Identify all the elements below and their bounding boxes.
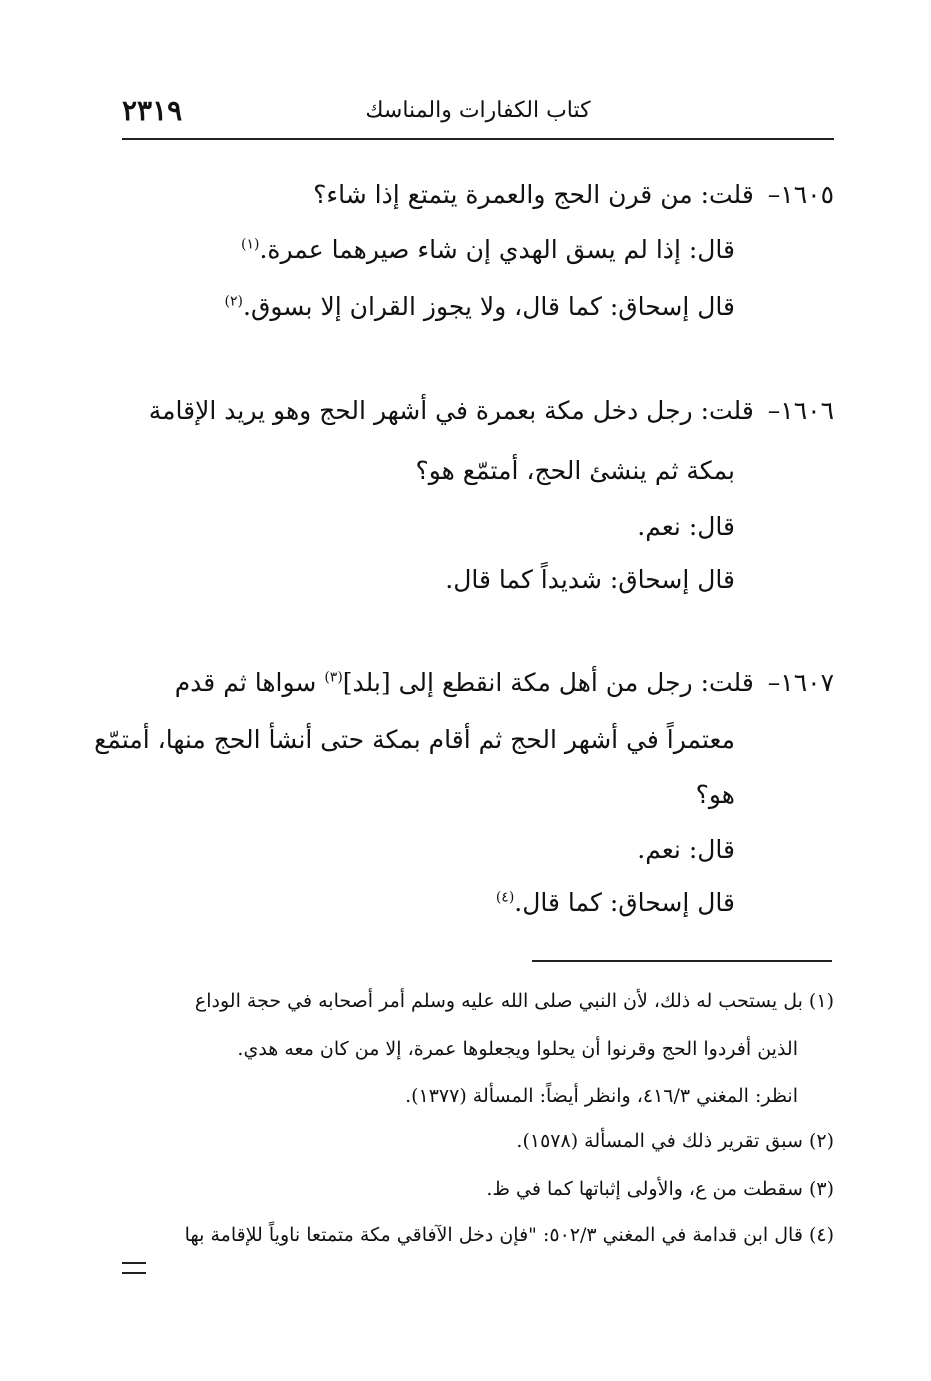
footnote-1-ref: انظر: المغني ٤١٦/٣، وانظر أيضاً: المسألة (١٣٧٧). [405, 1085, 798, 1107]
entry-text: هو؟ [695, 780, 735, 809]
entry-text: قال: نعم. [637, 512, 735, 541]
page-number: ٢٣١٩ [122, 94, 183, 127]
continuation-mark [122, 1262, 146, 1274]
entry-text: قلت: من قرن الحج والعمرة يتمتع إذا شاء؟ [313, 180, 754, 209]
entry-1605-ishaq [225, 292, 735, 322]
entry-text: معتمراً في أشهر الحج ثم أقام بمكة حتى أنشأ الحج منها، أمتمّع [94, 725, 735, 754]
entry-1607-ishaq [496, 888, 735, 918]
page-header [122, 92, 834, 140]
entry-text: قال إسحاق: كما قال. [514, 888, 735, 917]
entry-1606-ishaq [445, 565, 735, 595]
entry-number: ١٦٠٥– [767, 180, 834, 209]
entry-text: سواها ثم قدم [174, 668, 325, 697]
footnote-ref: (١) [240, 236, 260, 253]
entry-1607-question [175, 668, 834, 698]
footnote-4: (٤) قال ابن قدامة في المغني ٥٠٢/٣: "فإن دخل الآفاقي مكة متمتعا ناوياً للإقامة بها [184, 1224, 834, 1246]
entry-text: قلت: رجل دخل مكة بعمرة في أشهر الحج وهو يريد الإقامة [148, 396, 754, 425]
entry-number: ١٦٠٧– [767, 668, 834, 697]
entry-1605-answer [241, 235, 735, 265]
footnote-ref: (٤) [495, 889, 515, 906]
entry-1606-question [149, 396, 834, 426]
entry-text: قال: نعم. [637, 835, 735, 864]
entry-text: بمكة ثم ينشئ الحج، أمتمّع هو؟ [415, 456, 735, 485]
entry-1607-question-cont [94, 725, 735, 755]
entry-1606-question-cont [415, 456, 735, 486]
entry-1606-answer [637, 512, 735, 542]
entry-text: قال: إذا لم يسق الهدي إن شاء صيرهما عمرة. [259, 235, 735, 264]
footnote-ref: (٢) [224, 293, 243, 310]
entry-text: قلت: رجل من أهل مكة انقطع إلى [بلد] [342, 668, 754, 697]
footnote-3: (٣) سقطت من ع، والأولى إثباتها كما في ظ. [486, 1178, 834, 1200]
entry-1607-question-end [696, 780, 735, 810]
footnote-divider [532, 960, 832, 962]
entry-number: ١٦٠٦– [767, 396, 834, 425]
footnote-ref: (٣) [324, 669, 343, 686]
footnote-2: (٢) سبق تقرير ذلك في المسألة (١٥٧٨). [516, 1130, 834, 1152]
footnote-1-cont: الذين أفردوا الحج وقرنوا أن يحلوا ويجعلوها عمرة، إلا من كان معه هدي. [237, 1038, 798, 1060]
entry-1607-answer [637, 835, 735, 865]
entry-text: قال إسحاق: كما قال، ولا يجوز القران إلا بسوق. [243, 292, 735, 321]
entry-text: قال إسحاق: شديداً كما قال. [445, 565, 735, 594]
footnote-1: (١) بل يستحب له ذلك، لأن النبي صلى الله عليه وسلم أمر أصحابه في حجة الوداع [194, 990, 834, 1012]
entry-1605-question [313, 180, 834, 210]
book-title: كتاب الكفارات والمناسك [365, 98, 591, 123]
